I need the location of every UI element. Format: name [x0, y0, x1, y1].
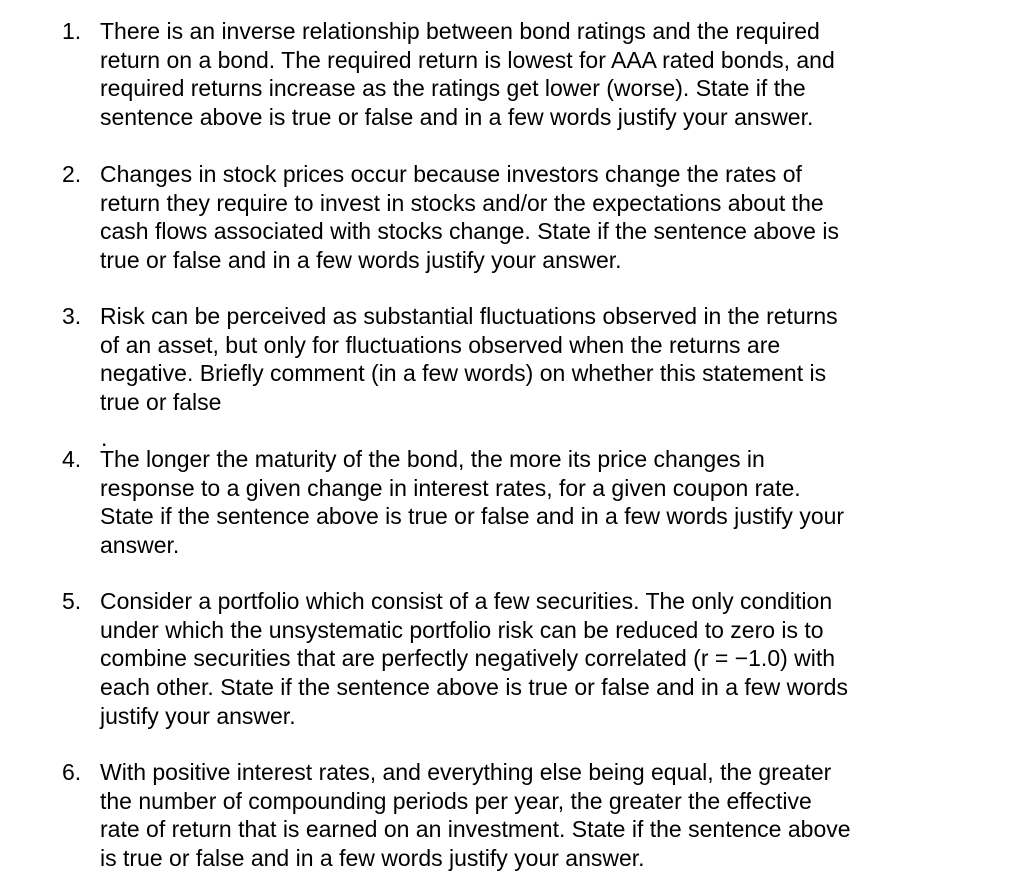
question-number: 3.	[62, 303, 82, 329]
text-line: combine securities that are perfectly negatively correlated (r = −1.0) with	[100, 645, 836, 672]
question-number: 1.	[62, 18, 82, 44]
text-line: the number of compounding periods per year, the greater the effective	[100, 787, 812, 814]
text-line: justify your answer.	[100, 702, 296, 729]
text-line: negative. Briefly comment (in a few words) on whether this statement is	[100, 360, 827, 387]
text-line: Changes in stock prices occur because investors change the rates of	[100, 161, 802, 187]
question-number: 4.	[62, 446, 82, 472]
text-line: each other. State if the sentence above is true or false and in a few words	[100, 674, 848, 701]
question-text	[100, 758, 960, 873]
text-line: cash flows associated with stocks change. State if the sentence above is	[100, 218, 839, 245]
question-text	[100, 160, 960, 275]
text-line: return they require to invest in stocks and/or the expectations about the	[100, 189, 824, 216]
stray-dot: .	[101, 425, 108, 451]
text-line: of an asset, but only for fluctuations observed when the returns are	[100, 331, 781, 358]
question-number: 5.	[62, 588, 82, 614]
text-line: sentence above is true or false and in a few words justify your answer.	[100, 104, 814, 131]
text-line: There is an inverse relationship between bond ratings and the required	[100, 18, 820, 44]
text-line: Consider a portfolio which consist of a few securities. The only condition	[100, 588, 833, 614]
question-number: 2.	[62, 161, 82, 187]
text-line: is true or false and in a few words justify your answer.	[100, 845, 645, 872]
text-line: State if the sentence above is true or false and in a few words justify your	[100, 503, 845, 530]
question-text	[100, 445, 960, 560]
text-line: return on a bond. The required return is lowest for AAA rated bonds, and	[100, 46, 835, 73]
text-line: rate of return that is earned on an investment. State if the sentence above	[100, 816, 851, 843]
question-text	[100, 17, 960, 132]
question-text	[100, 302, 960, 417]
text-line: under which the unsystematic portfolio risk can be reduced to zero is to	[100, 616, 824, 643]
question-text	[100, 587, 960, 731]
text-line: Risk can be perceived as substantial fluctuations observed in the returns	[100, 303, 838, 329]
text-line: response to a given change in interest rates, for a given coupon rate.	[100, 474, 801, 501]
text-line: answer.	[100, 532, 180, 559]
text-line: With positive interest rates, and everything else being equal, the greater	[100, 759, 832, 785]
text-line: The longer the maturity of the bond, the more its price changes in	[100, 446, 765, 472]
text-line: true or false	[100, 389, 222, 416]
question-number: 6.	[62, 759, 82, 785]
text-line: true or false and in a few words justify your answer.	[100, 247, 622, 274]
text-line: required returns increase as the ratings get lower (worse). State if the	[100, 75, 806, 102]
